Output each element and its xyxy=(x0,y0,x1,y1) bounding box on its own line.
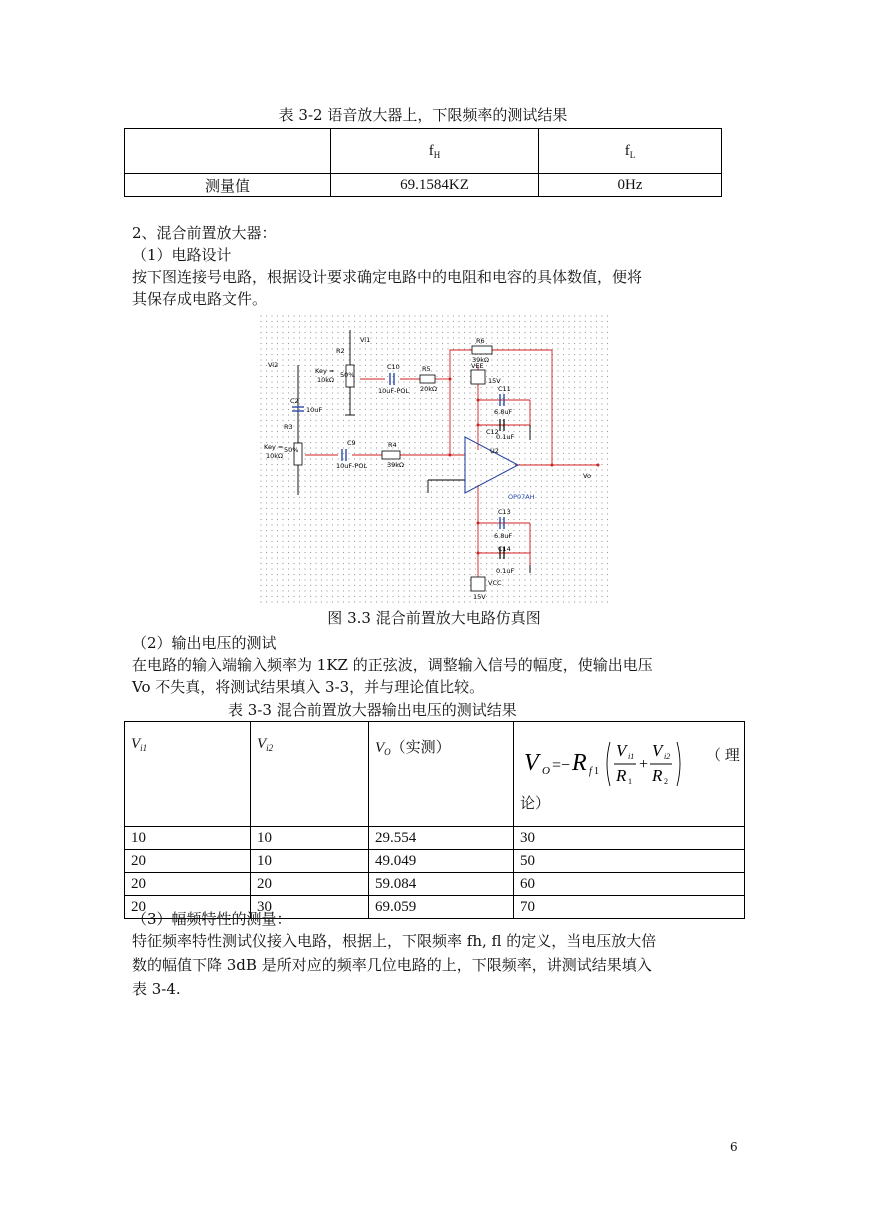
svg-text:V: V xyxy=(652,741,663,760)
svg-text:R: R xyxy=(616,766,627,785)
svg-text:=−: =− xyxy=(552,757,571,774)
label-r6v: 39kΩ xyxy=(472,356,490,364)
table-header-vi1: $V_{i1}$ xyxy=(125,722,251,827)
label-r4v: 39kΩ xyxy=(387,461,405,469)
svg-text:f: f xyxy=(589,766,592,777)
table-row xyxy=(125,827,745,850)
table-3-3 xyxy=(124,721,745,919)
table-row xyxy=(125,174,722,197)
table-header-vo-theory xyxy=(514,722,745,827)
table-cell: 50 xyxy=(514,850,745,873)
label-c2: C2 xyxy=(290,397,299,405)
svg-text:O: O xyxy=(542,765,550,777)
table-header-vo-measured: $V_O$（实测） xyxy=(369,722,514,827)
page-number: 6 xyxy=(730,1140,738,1154)
paragraph-line: 数的幅值下降 3dB 是所对应的频率几位电路的上，下限频率，讲测试结果填入 xyxy=(132,956,652,974)
table-cell: 69.059 xyxy=(369,896,514,919)
table-cell: 10 xyxy=(251,827,369,850)
subsection-heading: （1）电路设计 xyxy=(132,246,232,264)
label-vcc: VCC xyxy=(488,579,502,587)
figure-caption: 图 3.3 混合前置放大电路仿真图 xyxy=(327,609,541,627)
label-pct2: 50% xyxy=(284,446,299,454)
label-vcc15: 15V xyxy=(473,593,486,601)
theory-label-post: 论） xyxy=(520,796,551,812)
label-r2: R2 xyxy=(336,347,345,355)
label-c11: C11 xyxy=(498,385,511,393)
subsection-heading: （3）幅频特性的测量： xyxy=(132,910,292,928)
circuit-diagram xyxy=(260,315,610,605)
label-r6: R6 xyxy=(476,337,485,345)
label-c14v: 0.1uF xyxy=(496,567,515,575)
label-vi2: Vi2 xyxy=(268,361,279,369)
label-c10v: 10uF-POL xyxy=(378,387,410,395)
label-vee: VEE xyxy=(471,362,484,370)
table-cell: 10 xyxy=(251,850,369,873)
svg-text:i2: i2 xyxy=(664,752,671,761)
table-cell: 49.049 xyxy=(369,850,514,873)
label-c9v: 10uF-POL xyxy=(336,462,368,470)
label-r5v: 20kΩ xyxy=(420,385,438,393)
paragraph-line: 按下图连接号电路，根据设计要求确定电路中的电阻和电容的具体数值，便将 xyxy=(132,268,643,286)
label-c11v: 6.8uF xyxy=(494,408,513,416)
label-u2: U2 xyxy=(490,447,499,455)
label-c13v: 6.8uF xyxy=(494,532,513,540)
label-pct1: 50% xyxy=(340,371,355,379)
table-cell: 70 xyxy=(514,896,745,919)
table-cell: 60 xyxy=(514,873,745,896)
label-c13: C13 xyxy=(498,508,511,516)
table-cell: 30 xyxy=(251,896,369,919)
svg-text:i1: i1 xyxy=(628,752,635,761)
svg-text:1: 1 xyxy=(594,766,599,777)
label-c10: C10 xyxy=(387,363,400,371)
table-cell: 20 xyxy=(125,873,251,896)
label-key2b: 10kΩ xyxy=(266,452,284,460)
label-c2v: 10uF xyxy=(306,406,323,414)
table-row xyxy=(125,873,745,896)
svg-text:1: 1 xyxy=(628,777,632,786)
label-c12v: 0.1uF xyxy=(496,433,515,441)
svg-text:R: R xyxy=(572,750,587,776)
label-key1: Key = xyxy=(315,367,335,375)
table-cell: 59.084 xyxy=(369,873,514,896)
paragraph-line: Vo 不失真，将测试结果填入 3-3，并与理论值比较。 xyxy=(132,678,485,696)
svg-text:+: + xyxy=(639,756,649,773)
label-vi1: Vi1 xyxy=(360,336,371,344)
label-key2: Key = xyxy=(264,443,284,451)
table-cell: 30 xyxy=(514,827,745,850)
table-row xyxy=(125,850,745,873)
paragraph-line: 表 3-4. xyxy=(132,980,181,998)
svg-text:2: 2 xyxy=(664,777,668,786)
svg-text:V: V xyxy=(524,750,539,776)
table-cell: 20 xyxy=(125,896,251,919)
table-cell-fh-value: 69.1584KZ xyxy=(331,174,539,197)
label-r5: R5 xyxy=(422,365,431,373)
table-cell: 20 xyxy=(251,873,369,896)
subsection-heading: （2）输出电压的测试 xyxy=(132,634,277,652)
grid-background xyxy=(260,315,610,605)
theory-formula xyxy=(520,730,725,792)
label-vo: Vo xyxy=(583,472,591,480)
table-cell: 10 xyxy=(125,827,251,850)
label-r3: R3 xyxy=(284,423,293,431)
paragraph-line: 其保存成电路文件。 xyxy=(132,290,268,308)
table-header-row xyxy=(125,722,745,827)
table-row xyxy=(125,129,722,174)
table-cell: 29.554 xyxy=(369,827,514,850)
section-heading: 2、混合前置放大器： xyxy=(132,224,277,242)
label-c9: C9 xyxy=(347,439,356,447)
table-header-fh: $f_H$ xyxy=(331,129,539,174)
table-3-2-caption: 表 3-2 语音放大器上，下限频率的测试结果 xyxy=(278,106,568,124)
label-key1b: 10kΩ xyxy=(317,376,335,384)
theory-label-pre: （ 理 xyxy=(706,748,740,764)
label-r4: R4 xyxy=(388,441,397,449)
label-c14: C14 xyxy=(498,545,511,553)
table-cell: 20 xyxy=(125,850,251,873)
table-header-fl: $f_L$ xyxy=(539,129,722,174)
paragraph-line: 特征频率特性测试仪接入电路，根据上，下限频率 fh, fl 的定义，当电压放大倍 xyxy=(132,932,657,950)
table-3-3-caption: 表 3-3 混合前置放大器输出电压的测试结果 xyxy=(228,701,517,719)
label-opamp: OP07AH xyxy=(508,493,535,501)
paragraph-line: 在电路的输入端输入频率为 1KZ 的正弦波，调整输入信号的幅度，使输出电压 xyxy=(132,656,653,674)
svg-text:V: V xyxy=(616,741,627,760)
label-c12: C12 xyxy=(486,428,499,436)
table-cell-label: 测量值 xyxy=(125,174,331,197)
table-cell-fl-value: 0Hz xyxy=(539,174,722,197)
table-cell-empty xyxy=(125,129,331,174)
table-3-2 xyxy=(124,128,722,197)
label-vee15: 15V xyxy=(488,377,501,385)
svg-text:R: R xyxy=(652,766,663,785)
table-header-vi2: $V_{i2}$ xyxy=(251,722,369,827)
